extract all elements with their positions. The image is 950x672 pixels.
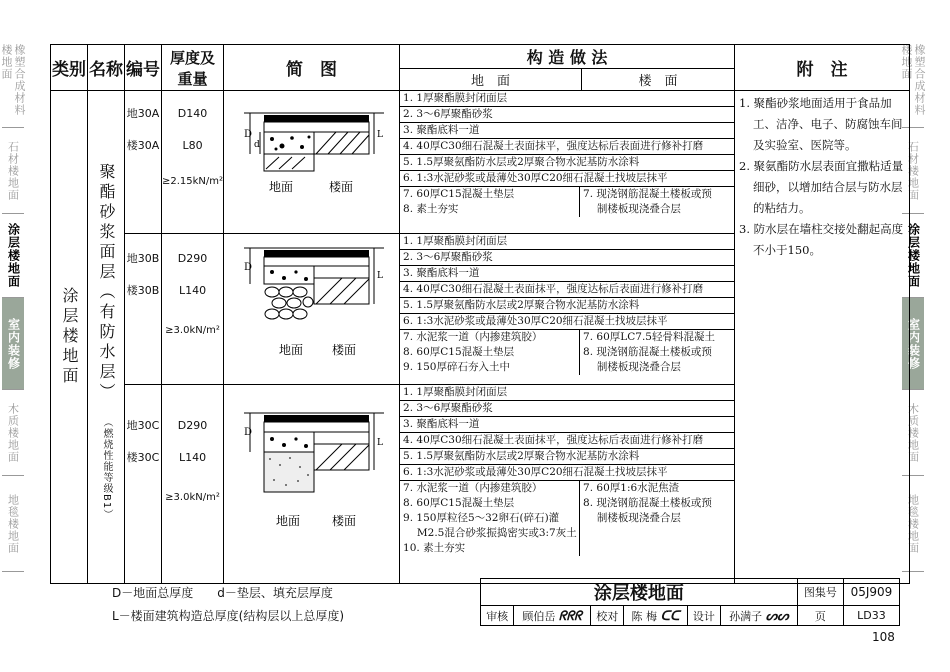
step: 3. 聚酯底料一道 <box>400 417 734 433</box>
floor-step: 8. 60厚C15混凝土垫层 <box>403 497 515 509</box>
step: 2. 3～6厚聚酯砂浆 <box>400 250 734 266</box>
sidebar-item-rubber[interactable]: 橡塑合成材料楼地面 <box>902 44 924 128</box>
svg-text:d: d <box>254 140 260 150</box>
diagram-cell-c <box>224 385 400 584</box>
method-cell-b <box>400 234 735 385</box>
step: 1. 1厚聚酯膜封闭面层 <box>400 385 734 401</box>
header-notes: 附 注 <box>735 45 910 91</box>
note-1: 1. 聚酯砂浆地面适用于食品加工、洁净、电子、防腐蚀车间及实验室、医院等。 <box>739 96 903 152</box>
sidebar-item-coating[interactable]: 涂层楼地面 <box>2 214 24 298</box>
svg-text:地面: 地面 <box>269 180 294 194</box>
step: 5. 1.5厚聚氨酯防水层或2厚聚合物水泥基防水涂料 <box>400 298 734 314</box>
method-cell-c <box>400 385 735 584</box>
sidebar-item-coating[interactable]: 涂层楼地面 <box>902 214 924 298</box>
svg-text:D: D <box>244 427 253 438</box>
sidebar-item-wood[interactable]: 木质楼地面 <box>902 390 924 476</box>
svg-text:D: D <box>244 129 253 140</box>
thickness-cell-b: D290 L140 ≥3.0kN/m² <box>162 234 224 385</box>
svg-text:楼面: 楼面 <box>332 343 357 357</box>
slab-step: 7. 60厚LC7.5轻骨料混凝土 <box>583 331 715 343</box>
designer-signature: ᔕᔕ <box>765 608 789 624</box>
thickness-cell-a: D140 L80 ≥2.15kN/m² <box>162 91 224 234</box>
note-2: 2. 聚氨酯防水层表面宜撒粘适量细砂，以增加结合层与防水层的粘结力。 <box>739 159 904 215</box>
step: 5. 1.5厚聚氨酯防水层或2厚聚合物水泥基防水涂料 <box>400 449 734 465</box>
atlas-label: 图集号 <box>797 579 843 606</box>
floor-step: 10. 素土夯实 <box>403 542 466 554</box>
sidebar-item-carpet[interactable]: 地毯楼地面 <box>2 476 24 572</box>
section-diagram-b <box>224 234 399 380</box>
notes-cell <box>735 91 910 584</box>
step: 1. 1厚聚酯膜封闭面层 <box>400 91 734 107</box>
name-text: 聚酯砂浆面层（有防水层） <box>97 163 116 404</box>
header-category: 类别 <box>51 45 88 91</box>
reviewer-name: 顾伯岳 ᖇᖇᖇ <box>514 606 591 626</box>
legend <box>112 584 344 624</box>
header-thickness: 厚度及重量 <box>162 45 224 91</box>
page-number: 108 <box>872 630 895 644</box>
sidebar-item-interior[interactable]: 室内装修 <box>902 298 924 390</box>
sidebar-item-interior[interactable]: 室内装修 <box>2 298 24 390</box>
sidebar-item-stone[interactable]: 石材楼地面 <box>902 128 924 214</box>
legend-line-1: D－地面总厚度 d－垫层、填充层厚度 <box>112 586 333 600</box>
step: 6. 1:3水泥砂浆或最薄处30厚C20细石混凝土找坡层抹平 <box>400 314 734 330</box>
section-diagram-a <box>224 91 399 229</box>
sidebar-item-wood[interactable]: 木质楼地面 <box>2 390 24 476</box>
code-cell-c: 地30C 楼30C <box>125 385 162 584</box>
step: 1. 1厚聚酯膜封闭面层 <box>400 234 734 250</box>
svg-text:L: L <box>377 130 384 140</box>
floor-step: 8. 素土夯实 <box>403 203 459 215</box>
page-label: 页 <box>797 606 843 626</box>
designer-name: 孙满子 ᔕᔕ <box>721 606 798 626</box>
floor-step: 7. 水泥浆一道（内掺建筑胶） <box>403 482 543 494</box>
step: 6. 1:3水泥砂浆或最薄处30厚C20细石混凝土找坡层抹平 <box>400 171 734 187</box>
step: 3. 聚酯底料一道 <box>400 123 734 139</box>
page-code: LD33 <box>843 606 899 626</box>
sidebar-item-rubber[interactable]: 橡塑合成材料楼地面 <box>2 44 24 128</box>
slab-step: 制楼板现浇叠合层 <box>583 512 681 524</box>
category-text: 涂层楼地面 <box>60 287 79 387</box>
header-floor: 地 面 <box>400 69 582 91</box>
checker-signature: ᑕᑕ <box>660 608 680 624</box>
sidebar-item-carpet[interactable]: 地毯楼地面 <box>902 476 924 572</box>
step: 4. 40厚C30细石混凝土表面抹平，强度达标后表面进行修补打磨 <box>400 139 734 155</box>
atlas-number: 05J909 <box>843 579 899 606</box>
diagram-cell-a <box>224 91 400 234</box>
slab-step: 8. 现浇钢筋混凝土楼板或预 <box>583 346 712 358</box>
design-label: 设计 <box>687 606 720 626</box>
floor-step: 7. 水泥浆一道（内掺建筑胶） <box>403 331 543 343</box>
header-diagram: 简 图 <box>224 45 400 91</box>
header-name: 名称 <box>88 45 125 91</box>
category-cell <box>51 91 88 584</box>
floor-step: 7. 60厚C15混凝土垫层 <box>403 188 515 200</box>
slab-step: 制楼板现浇叠合层 <box>583 203 681 215</box>
svg-text:L: L <box>377 271 384 281</box>
svg-text:地面: 地面 <box>279 343 304 357</box>
step: 3. 聚酯底料一道 <box>400 266 734 282</box>
step: 4. 40厚C30细石混凝土表面抹平，强度达标后表面进行修补打磨 <box>400 433 734 449</box>
header-number: 编号 <box>125 45 162 91</box>
code-cell-a: 地30A 楼30A <box>125 91 162 234</box>
step: 4. 40厚C30细石混凝土表面抹平，强度达标后表面进行修补打磨 <box>400 282 734 298</box>
diagram-cell-b <box>224 234 400 385</box>
slab-step: 制楼板现浇叠合层 <box>583 361 681 373</box>
legend-line-2: L－楼面建筑构造总厚度(结构层以上总厚度) <box>112 609 345 623</box>
title-block <box>480 578 900 626</box>
svg-text:地面: 地面 <box>276 514 301 528</box>
name-subtext: （燃烧性能等级B1） <box>101 417 112 521</box>
step: 2. 3～6厚聚酯砂浆 <box>400 107 734 123</box>
sidebar-item-stone[interactable]: 石材楼地面 <box>2 128 24 214</box>
check-label: 校对 <box>591 606 624 626</box>
code-cell-b: 地30B 楼30B <box>125 234 162 385</box>
svg-text:楼面: 楼面 <box>329 180 354 194</box>
floor-step: 9. 150厚粒径5～32卵石(碎石)灌 <box>403 512 560 524</box>
slab-step: 7. 60厚1:6水泥焦渣 <box>583 482 680 494</box>
note-3: 3. 防水层在墙柱交接处翻起高度不小于150。 <box>739 222 904 257</box>
svg-text:D: D <box>244 262 253 273</box>
drawing-title: 涂层楼地面 <box>481 579 798 606</box>
svg-text:楼面: 楼面 <box>332 514 357 528</box>
slab-step: 8. 现浇钢筋混凝土楼板或预 <box>583 497 712 509</box>
svg-text:L: L <box>377 438 384 448</box>
left-sidebar <box>2 44 24 574</box>
floor-step: 9. 150厚碎石夯入土中 <box>403 361 510 373</box>
name-cell <box>88 91 125 584</box>
thickness-cell-c: D290 L140 ≥3.0kN/m² <box>162 385 224 584</box>
step: 6. 1:3水泥砂浆或最薄处30厚C20细石混凝土找坡层抹平 <box>400 465 734 481</box>
header-method: 构 造 做 法 <box>400 45 735 69</box>
construction-table <box>50 44 910 584</box>
section-diagram-c <box>224 385 399 579</box>
reviewer-signature: ᖇᖇᖇ <box>558 608 582 624</box>
floor-step: M2.5混合砂浆振捣密实或3:7灰土 <box>403 527 577 539</box>
slab-step: 7. 现浇钢筋混凝土楼板或预 <box>583 188 712 200</box>
method-cell-a <box>400 91 735 234</box>
checker-name: 陈 梅 ᑕᑕ <box>624 606 687 626</box>
floor-step: 8. 60厚C15混凝土垫层 <box>403 346 515 358</box>
header-slab: 楼 面 <box>582 69 735 91</box>
review-label: 审核 <box>481 606 514 626</box>
step: 2. 3～6厚聚酯砂浆 <box>400 401 734 417</box>
step: 5. 1.5厚聚氨酯防水层或2厚聚合物水泥基防水涂料 <box>400 155 734 171</box>
